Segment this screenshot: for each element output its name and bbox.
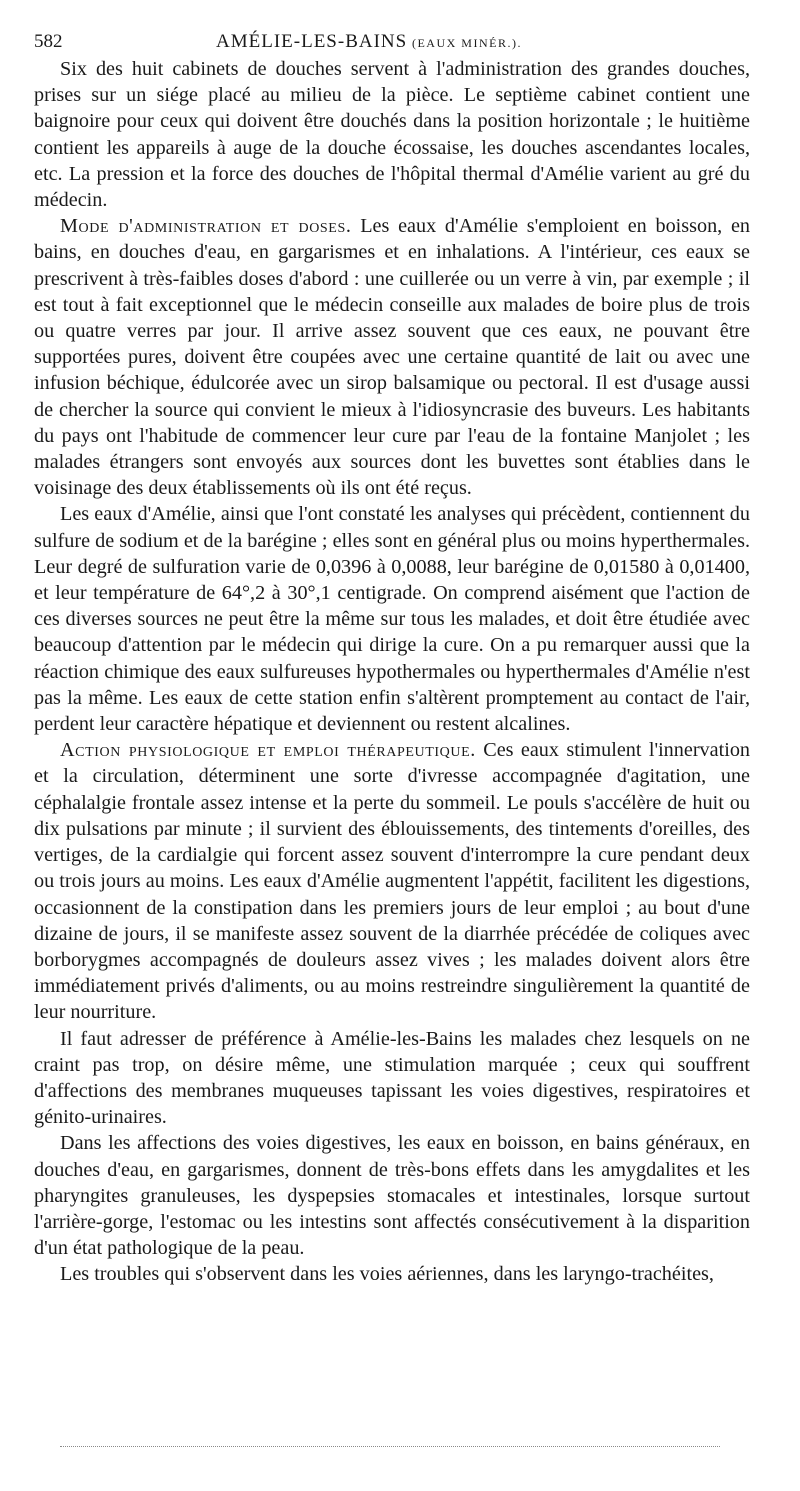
page-number: 582 — [34, 31, 63, 52]
paragraph-composition — [34, 501, 750, 737]
running-header — [34, 30, 752, 55]
running-subtitle: (EAUX MINÉR.). — [411, 36, 522, 50]
paragraph-text: Ces eaux stimulent l'innervation et la circulation, déterminent une sorte d'ivresse accompagnée d'agitation, une céphalalgie frontale assez intense et la perte du sommeil. Le pouls s'accélère de huit ou dix pulsations par minute ; il survient des éblouissements, des tintements d'oreilles, des vertiges, de la cardialgie qui forcent assez souvent d'interrompre la cure pendant deux ou trois jours au moins. Les eaux d'Amélie augmentent l'appétit, facilitent les digestions, occasionnent de la constipation dans les premiers jours de leur emploi ; au bout d'une dizaine de jours, il se manifeste assez souvent de la diarrhée précédée de coliques avec borborygmes accompagnés de douleurs assez vives ; les malades doivent alors être immédiatement privés d'aliments, ou au moins restreindre singulièrement la quantité de leur nourriture. — [34, 739, 751, 1024]
section-heading: Mode d'administration et doses. — [60, 215, 352, 238]
section-heading: Action physiologique et emploi thérapeutique. — [60, 739, 476, 762]
paragraph-text: Les troubles qui s'observent dans les voies aériennes, dans les laryngo-trachéites, — [60, 1263, 714, 1286]
paragraph-indications — [34, 1026, 750, 1131]
paragraph-text: Les eaux d'Amélie s'emploient en boisson, en bains, en douches d'eau, en gargarismes et en inhalations. A l'intérieur, ces eaux se prescrivent à très-faibles doses d'abord : une cuillerée ou un verre à vin, par exemple ; il est tout à fait exceptionnel que le médecin conseille aux malades de boire plus de trois ou quatre verres par jour. Il arrive assez souvent que ces eaux, ne pouvant être supportées pures, doivent être coupées avec une certaine quantité de lait ou avec une infusion béchique, édulcorée avec un sirop balsamique ou pectoral. Il est d'usage aussi de chercher la source qui convient le mieux à l'idiosyncrasie des buveurs. Les habitants du pays ont l'habitude de commencer leur cure par l'eau de la fontaine Manjolet ; les malades étrangers sont envoyés aux sources dont les buvettes sont établies dans le voisinage des deux établissements où ils ont été reçus. — [34, 215, 751, 500]
running-title: AMÉLIE-LES-BAINS — [216, 31, 408, 52]
footer-dotted-rule — [60, 1446, 720, 1447]
paragraph-digestive — [34, 1130, 750, 1261]
paragraph-text: Il faut adresser de préférence à Amélie-les-Bains les malades chez lesquels on ne craint pas trop, on désire même, une stimulation marquée ; ceux qui souffrent d'affections des membranes muqueuses tapissant les voies digestives, respiratoires et génito-urinaires. — [34, 1027, 750, 1129]
paragraph-douches — [34, 56, 750, 213]
page-body — [34, 56, 750, 1288]
paragraph-respiratory — [34, 1261, 750, 1287]
paragraph-action — [34, 737, 750, 1025]
paragraph-text: Six des huit cabinets de douches servent à l'administration des grandes douches, prises sur un siége placé au milieu de la pièce. Le septième cabinet contient une baignoire pour ceux qui doivent être douchés dans la position horizontale ; le huitième contient les appareils à auge de la douche écossaise, les douches ascendantes locales, etc. La pression et la force des douches de l'hôpital thermal d'Amélie varient au gré du médecin. — [34, 58, 750, 212]
paragraph-text: Les eaux d'Amélie, ainsi que l'ont constaté les analyses qui précèdent, contiennent du sulfure de sodium et de la barégine ; elles sont en général plus ou moins hyperthermales. Leur degré de sulfuration varie de 0,0396 à 0,0088, leur barégine de 0,01580 à 0,01400, et leur température de 64°,2 à 30°,1 centigrade. On comprend aisément que l'action de ces diverses sources ne peut être la même sur tous les malades, et doit être étudiée avec beaucoup d'attention par le médecin qui dirige la cure. On a pu remarquer aussi que la réaction chimique des eaux sulfureuses hypothermales ou hyperthermales d'Amélie n'est pas la même. Les eaux de cette station enfin s'altèrent promptement au contact de l'air, perdent leur caractère hépatique et deviennent ou restent alcalines. — [34, 503, 750, 736]
paragraph-administration — [34, 213, 750, 501]
paragraph-text: Dans les affections des voies digestives, les eaux en boisson, en bains généraux, en douches d'eau, en gargarismes, donnent de très-bons effets dans les amygdalites et les pharyngites granuleuses, les dyspepsies stomacales et intestinales, lorsque surtout l'arrière-gorge, l'estomac ou les intestins sont affectés consécutivement à la disparition d'un état pathologique de la peau. — [34, 1132, 750, 1260]
